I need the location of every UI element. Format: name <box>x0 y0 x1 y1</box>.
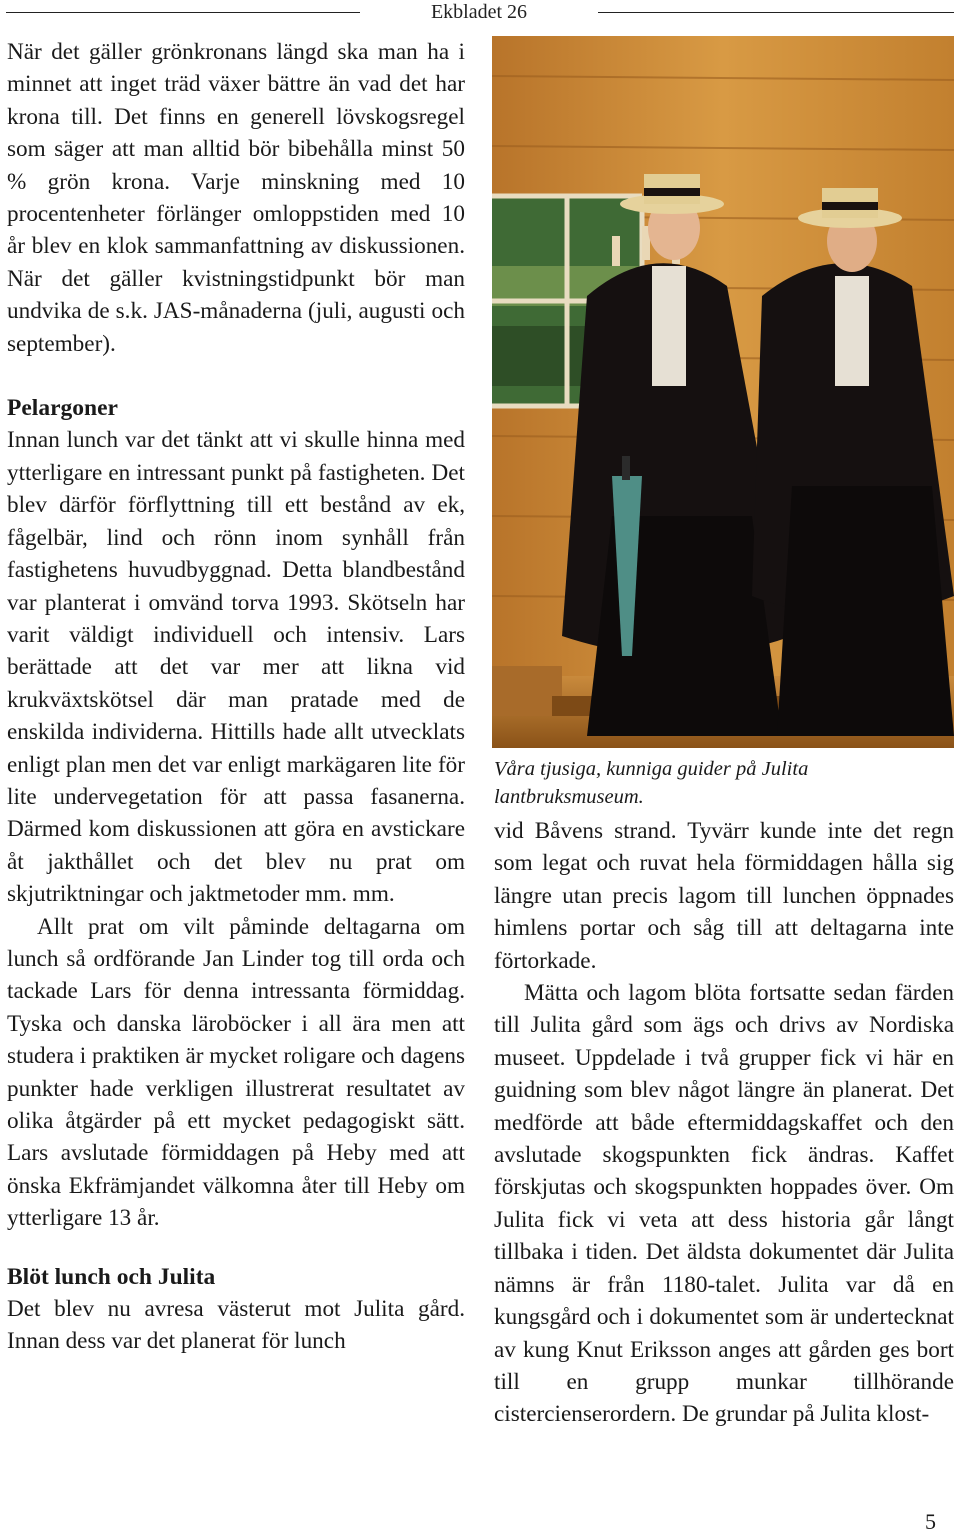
page-number: 5 <box>925 1509 936 1534</box>
guides-photo <box>492 36 954 748</box>
left-column <box>7 36 465 1358</box>
publication-title: Ekbladet 26 <box>430 1 528 23</box>
body-paragraph: vid Båvens strand. Tyvärr kunde inte det regn som legat och ruvat hela förmiddagen hålla sig längre utan precis lagom till lunchen öppnades himlens portar och såg till att deltagarna inte förtorkade. <box>494 818 954 974</box>
body-paragraph: Mätta och lagom blöta fortsatte sedan färden till Julita gård som ägs och drivs av Nordiska museet. Uppdelade i två grupper fick vi här en guidning som blev något längre än planerat. Det medförde att både eftermiddagskaffet och den avslutade skogspunkten fick ändras. Kaffet förskjutas och skogspunkten hoppades över. Om Julita fick vi veta att dess historia går långt tillbaka i tiden. Det äldsta dokumentet där Julita nämns är från 1180-talet. Julita var då en kungsgård och i dokumentet som är undertecknat av kung Knut Eriksson anges att gården ges bort till en grupp munkar tillhörande cistercienserordern. De grundar på Julita klost- <box>494 980 954 1428</box>
body-paragraph: Innan lunch var det tänkt att vi skulle hinna med ytterligare en intressant punkt på fastigheten. Det blev därför förflyttning till ett bestånd av ek, fågelbär, lind och rönn inom synhåll från fastighetens huvudbyggnad. Detta blandbestånd var planterat i omvänd torva 1993. Skötseln har varit väldigt individuell och intensiv. Lars berättade att det var mer att likna vid krukväxtskötsel där man pratade med de enskilda individerna. Hittills hade allt utvecklats enligt plan men det var enligt markägaren lite för lite undervegetation för att passa fasanerna. Därmed kom diskussionen att göra en avstickare åt jakthållet och det blev nu prat om skjutriktningar och jaktmetoder mm. mm. <box>7 427 465 908</box>
photo-caption: Våra tjusiga, kunniga guider på Julita lantbruksmuseum. <box>494 758 809 808</box>
intro-paragraph: När det gäller grönkronans längd ska man ha i minnet att inget träd växer bättre än vad det har krona till. Det finns en generell lövskogsregel som säger att man alltid bör bibehålla minst 50 % grön krona. Varje minskning med 10 procentenheter förlänger omloppstiden med 10 år blev en klok sammanfattning av diskussionen. När det gäller kvistningstidpunkt bör man undvika de s.k. JAS-månaderna (juli, augusti och september). <box>7 39 465 357</box>
right-column <box>494 815 954 1431</box>
body-paragraph: Det blev nu avresa västerut mot Julita gård. Innan dess var det planerat för lunch <box>7 1296 465 1355</box>
section-heading-blot-lunch: Blöt lunch och Julita <box>7 1263 216 1290</box>
section-heading-pelargoner: Pelargoner <box>7 395 118 422</box>
body-paragraph: Allt prat om vilt påminde deltagarna om lunch så ordförande Jan Linder tog till orda och tackade Lars för denna intressanta förmiddag. Tyska och danska läroböcker i all ära men att studera i praktiken är mycket roligare och dagens punkter hade verkligen illustrerat resultatet av olika åtgärder på ett mycket pedagogiskt sätt. Lars avslutade förmiddagen på Heby med att önska Ekfrämjandet välkomna åter till Heby om ytterligare 13 år. <box>7 913 465 1232</box>
header-rule-right <box>598 12 954 13</box>
header-rule-left <box>6 12 360 13</box>
